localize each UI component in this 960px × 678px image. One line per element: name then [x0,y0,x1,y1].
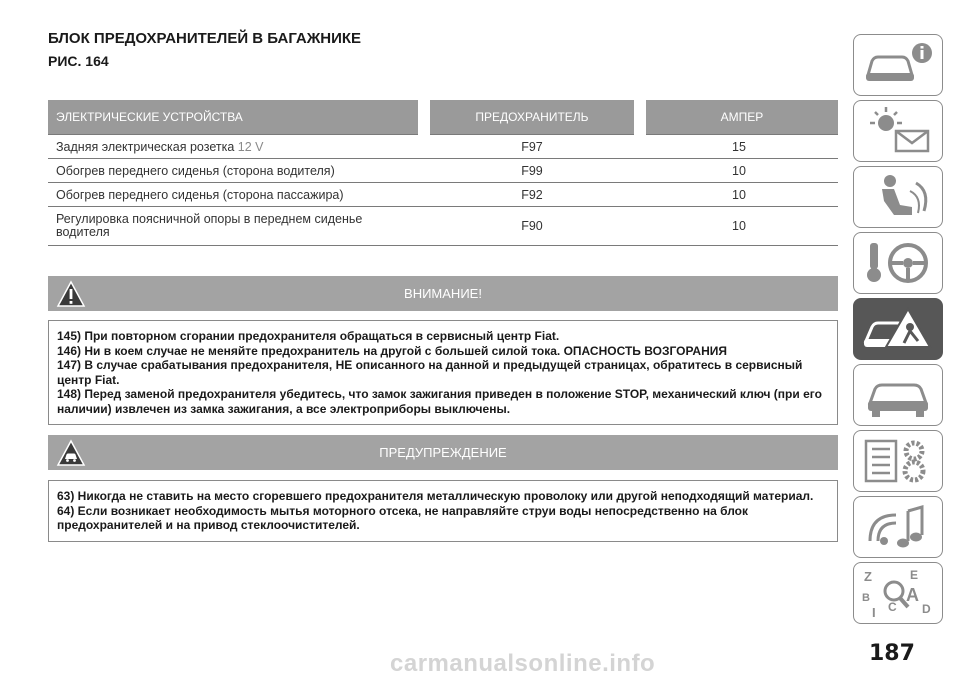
warning-box [48,320,838,425]
fuse-table [48,100,838,246]
figure-label: РИС. 164 [48,53,109,69]
tab-emergency[interactable] [853,298,943,360]
amp-cell: 15 [640,135,838,159]
warning-header [48,276,838,311]
warning-item: 145) При повторном сгорании предохранителя обращаться в сервисный центр Fiat. [57,329,560,343]
amp-cell: 10 [640,159,838,183]
svg-text:Z: Z [864,569,872,584]
car-caution-icon [56,439,86,467]
watermark: carmanualsonline.info [390,650,656,677]
fuse-cell: F90 [424,207,640,246]
device-cell: Регулировка поясничной опоры в переднем сиденье водителя [48,207,424,246]
svg-text:E: E [910,568,919,582]
voltage-label: 12 V [237,139,264,154]
index-search-icon [860,567,936,619]
fuse-cell: F97 [424,135,640,159]
warning-item: 147) В случае срабатывания предохранителя, НЕ описанного на данной и предыдущей страницах, обратитесь в сервисный центр Fiat. [57,358,803,387]
header-amp: АМПЕР [640,100,838,135]
table-row [48,159,838,183]
specs-gear-icon [860,435,936,487]
tab-car-info[interactable] [853,34,943,96]
caution-item: 64) Если возникает необходимость мытья моторного отсека, не направляйте струи воды непосредственно на блок предохранителей и на привод стеклоочистителей. [57,503,748,532]
svg-text:D: D [922,602,931,616]
key-steering-icon [860,237,936,289]
fuse-cell: F99 [424,159,640,183]
svg-text:B: B [862,592,870,604]
chapter-tabs [853,34,943,628]
caution-title: ПРЕДУПРЕЖДЕНИЕ [379,445,507,460]
header-devices: ЭЛЕКТРИЧЕСКИЕ УСТРОЙСТВА [48,100,424,135]
warning-title: ВНИМАНИЕ! [404,286,482,301]
fuse-cell: F92 [424,183,640,207]
table-row [48,207,838,246]
warning-triangle-icon [56,280,86,308]
tab-technical-data[interactable] [853,430,943,492]
seat-airbag-icon [860,171,936,223]
table-header-row [48,100,838,135]
tab-lights-messages[interactable] [853,100,943,162]
car-info-icon [860,39,936,91]
caution-box [48,480,838,542]
caution-item: 63) Никогда не ставить на место сгоревшего предохранителя металлическую проволоку или другой неподходящий материал. [57,489,814,503]
tab-multimedia[interactable] [853,496,943,558]
car-service-icon [860,369,936,421]
tab-safety[interactable] [853,166,943,228]
page-title: БЛОК ПРЕДОХРАНИТЕЛЕЙ В БАГАЖНИКЕ [48,30,362,47]
table-row [48,183,838,207]
tab-maintenance[interactable] [853,364,943,426]
amp-cell: 10 [640,207,838,246]
device-cell: Обогрев переднего сиденья (сторона пассажира) [48,183,424,207]
svg-text:A: A [906,585,919,605]
tab-starting-driving[interactable] [853,232,943,294]
warning-item: 148) Перед заменой предохранителя убедитесь, что замок зажигания приведен в положение STOP, механический ключ (при его наличии) извлечен из замка зажигания, а все электроприборы выключены. [57,387,822,416]
tab-index[interactable] [853,562,943,624]
device-cell: Обогрев переднего сиденья (сторона водителя) [48,159,424,183]
table-row [48,135,838,159]
amp-cell: 10 [640,183,838,207]
caution-header [48,435,838,470]
page-number: 187 [869,641,915,666]
lights-message-icon [860,105,936,157]
header-fuse: ПРЕДОХРАНИТЕЛЬ [424,100,640,135]
device-cell: Задняя электрическая розетка 12 V [48,135,424,159]
svg-text:C: C [888,600,897,614]
multimedia-icon [860,501,936,553]
emergency-icon [860,303,936,355]
warning-item: 146) Ни в коем случае не меняйте предохранитель на другой с большей силой тока. ОПАСНОСТЬ ВОЗГОРАНИЯ [57,343,727,358]
svg-text:I: I [872,605,876,619]
